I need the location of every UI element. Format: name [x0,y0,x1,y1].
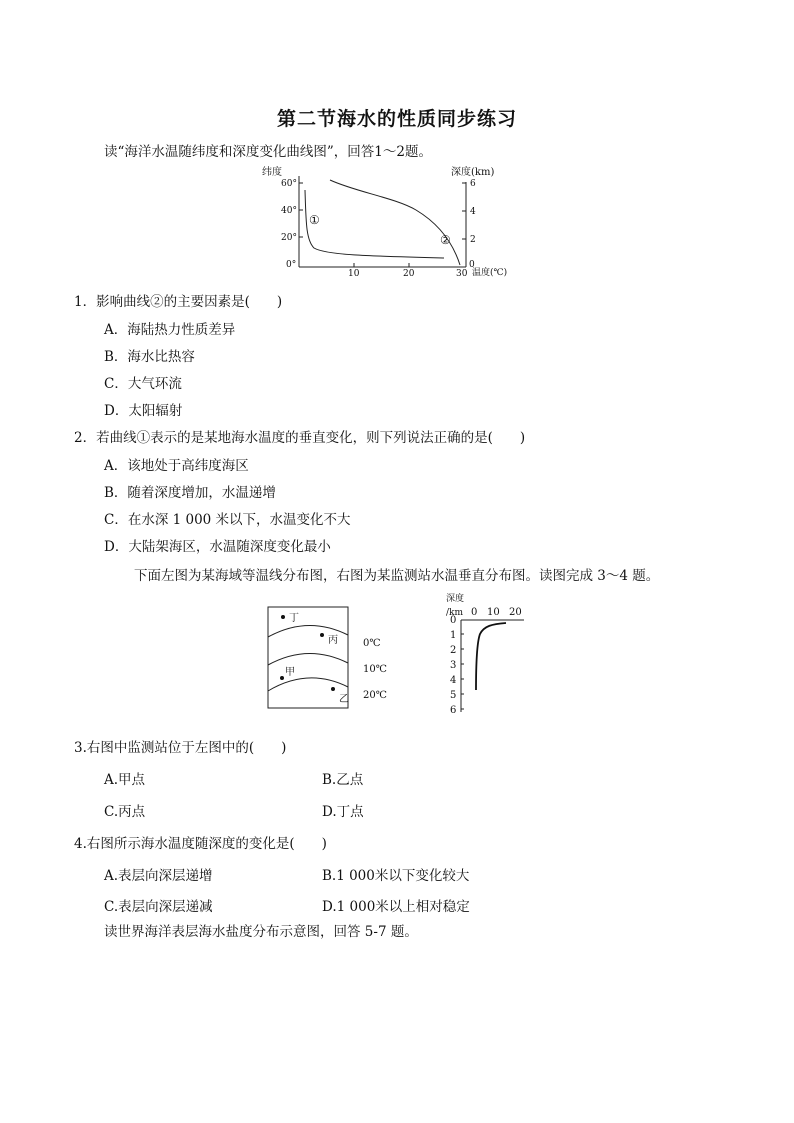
figure-vertical-temperature-profile [440,590,540,716]
fig3-depth-tick: 3 [450,660,457,671]
fig3-depth-tick: 1 [450,630,457,641]
fig3-axis-title: 深度 [446,594,465,604]
isotherm-20 [268,678,348,691]
fig1-lat-tick: 20° [281,233,297,243]
isotherm-label-0: 0℃ [363,638,381,649]
figure-isotherm-map [266,605,396,713]
q4-option-a: A.表层向深层递增 [104,868,213,884]
q3-option-b: B.乙点 [322,772,364,788]
fig1-curve-2-label: ② [440,233,451,247]
temperature-profile-curve [476,623,506,690]
fig1-lat-tick: 40° [281,206,297,216]
fig1-left-axis-title: 纬度 [262,167,282,178]
fig3-temp-tick: 20 [509,607,522,618]
q2-option-d: D．大陆架海区，水温随深度变化最小 [104,539,331,555]
point-jia: 甲 [285,667,295,678]
q2-stem: 2．若曲线①表示的是某地海水温度的垂直变化，则下列说法正确的是( ) [74,430,526,446]
q4-stem: 4.右图所示海水温度随深度的变化是( ) [74,836,327,852]
fig3-depth-tick: 4 [450,675,457,686]
fig3-depth-tick: 6 [450,705,457,716]
q2-option-a: A．该地处于高纬度海区 [104,458,249,474]
q1-option-d: D．太阳辐射 [104,403,183,419]
q4-option-d: D.1 000米以上相对稳定 [322,899,470,915]
q4-option-b: B.1 000米以下变化较大 [322,868,470,884]
q1-stem: 1．影响曲线②的主要因素是( ) [74,294,283,310]
fig1-right-axis-title: 深度(km) [451,167,495,178]
figure-temperature-latitude-depth [256,162,526,280]
fig1-temp-tick: 30 [456,269,468,279]
fig1-depth-tick: 6 [470,179,476,189]
q1-option-b: B．海水比热容 [104,349,195,365]
q3-stem: 3.右图中监测站位于左图中的( ) [74,740,287,756]
q3-option-d: D.丁点 [322,804,364,820]
isotherm-10 [268,653,348,665]
page-title: 第二节海水的性质同步练习 [276,108,517,130]
fig3-depth-tick: 5 [450,690,457,701]
fig1-curve-1-label: ① [309,213,320,227]
intro-text-1: 读“海洋水温随纬度和深度变化曲线图”，回答1～2题。 [104,144,432,160]
fig3-depth-tick: 0 [450,615,457,626]
intro-text-3: 读世界海洋表层海水盐度分布示意图，回答 5-7 题。 [104,924,418,940]
fig1-depth-tick: 4 [470,207,476,217]
q3-option-a: A.甲点 [104,772,146,788]
q2-option-c: C．在水深 1 000 米以下，水温变化不大 [104,512,351,528]
fig1-depth-tick: 2 [470,235,476,245]
intro-text-2: 下面左图为某海域等温线分布图，右图为某监测站水温垂直分布图。读图完成 3～4 题。 [134,568,660,584]
curve-2 [330,180,460,265]
fig1-x-axis-title: 温度(℃) [472,268,508,278]
point-ding: 丁 [289,613,299,624]
q1-option-a: A．海陆热力性质差异 [104,322,236,338]
q2-option-b: B．随着深度增加，水温递增 [104,485,276,501]
point-yi: 乙 [339,694,349,705]
fig1-temp-tick: 20 [403,269,415,279]
fig1-depth-tick: 0 [469,260,475,270]
isotherm-label-20: 20℃ [363,690,387,701]
fig1-lat-tick: 60° [281,179,297,189]
point-bing: 丙 [328,635,338,646]
fig3-depth-tick: 2 [450,645,457,656]
curve-1 [305,190,444,258]
fig3-temp-tick: 10 [487,607,500,618]
q3-option-c: C.丙点 [104,804,146,820]
fig3-axis-unit: /km [446,608,464,618]
q1-option-c: C．大气环流 [104,376,182,392]
fig1-lat-tick: 0° [286,260,297,270]
q4-option-c: C.表层向深层递减 [104,899,213,915]
isotherm-label-10: 10℃ [363,664,387,675]
fig3-temp-tick: 0 [471,607,478,618]
fig1-temp-tick: 10 [348,269,360,279]
